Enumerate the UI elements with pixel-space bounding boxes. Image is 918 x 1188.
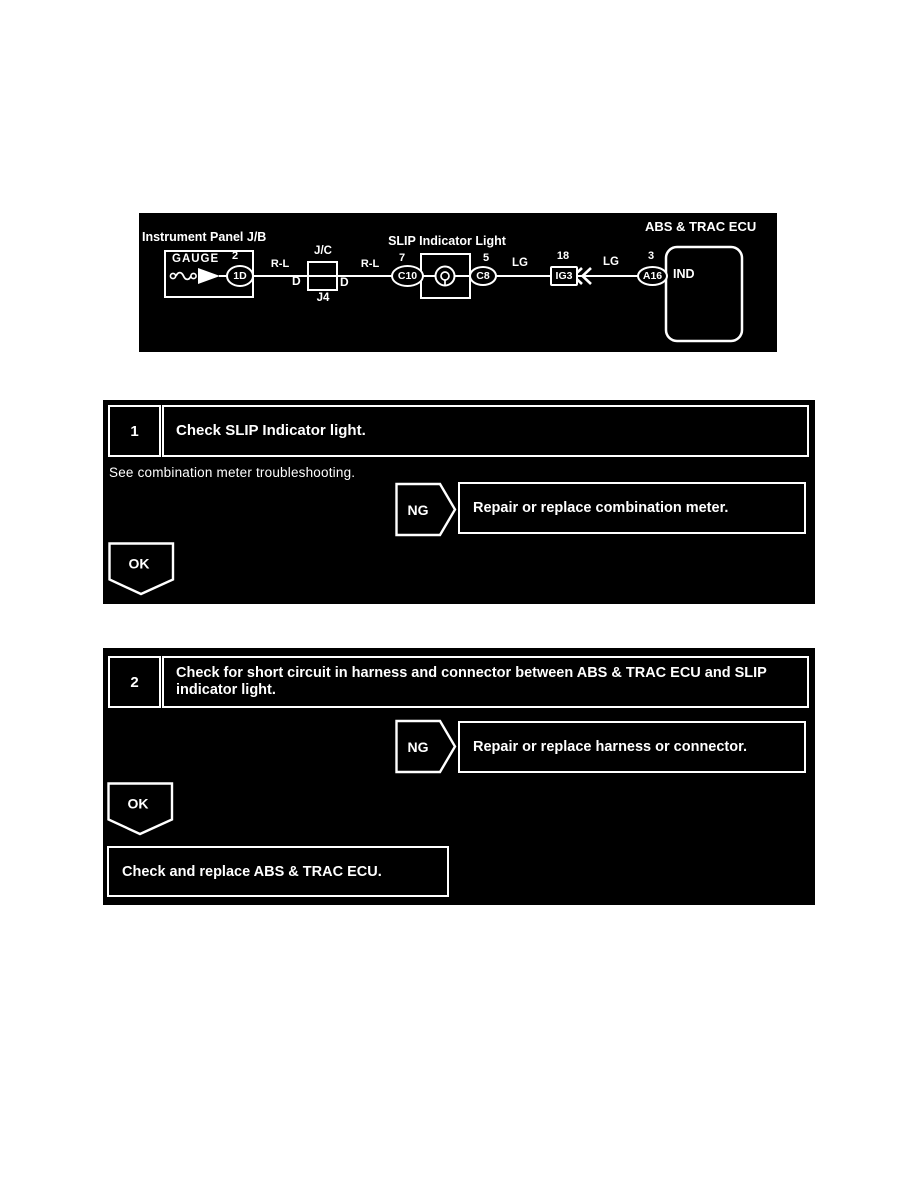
step2-final-action: Check and replace ABS & TRAC ECU. <box>107 846 449 897</box>
step1-header <box>108 405 809 457</box>
step2-ng-action: Repair or replace harness or connector. <box>458 721 806 773</box>
wire-color-label: R-L <box>360 258 380 270</box>
wiring-diagram-panel <box>139 213 777 352</box>
ng-arrow <box>395 482 457 537</box>
step2-title: Check for short circuit in harness and connector between ABS & TRAC ECU and SLIP indicator light. <box>162 656 809 708</box>
wire-arrow-icon <box>198 268 220 284</box>
wire-color-label: LG <box>512 257 528 269</box>
ig3-pin-number: 18 <box>556 250 570 262</box>
connector-1d: 1D <box>226 265 254 287</box>
ecu-pin-number: 3 <box>647 250 655 262</box>
slip-light-label: SLIP Indicator Light <box>388 234 506 248</box>
connector-c10: C10 <box>391 265 424 287</box>
gauge-label: GAUGE <box>172 253 220 265</box>
ok-label: OK <box>127 795 149 812</box>
ng-arrow <box>395 719 457 774</box>
connector-a16: A16 <box>637 266 668 286</box>
bulb-pin-right-number: 5 <box>482 252 490 264</box>
ecu-box <box>666 247 742 341</box>
ok-label: OK <box>128 555 150 572</box>
step1-number: 1 <box>108 405 161 457</box>
ok-arrow <box>108 542 175 596</box>
wire-color-label: R-L <box>270 258 290 270</box>
step2-number: 2 <box>108 656 161 708</box>
connector-ig3: IG3 <box>550 266 578 286</box>
ok-arrow <box>107 782 174 836</box>
ng-label: NG <box>407 502 429 518</box>
step2-header <box>108 656 809 708</box>
bulb-pin-left-number: 7 <box>398 252 406 264</box>
jc-name-label: J4 <box>316 292 330 304</box>
junction-connector-label: J/C <box>314 245 332 257</box>
step1-title: Check SLIP Indicator light. <box>162 405 809 457</box>
jc-pin-left-label: D <box>292 274 301 288</box>
step1-note: See combination meter troubleshooting. <box>109 465 356 480</box>
ecu-terminal-label: IND <box>673 267 695 281</box>
ng-label: NG <box>407 739 429 755</box>
troubleshooting-step-2 <box>103 648 815 905</box>
jc-pin-right-label: D <box>340 275 349 289</box>
fuse-icon <box>170 273 175 278</box>
troubleshooting-step-1 <box>103 400 815 604</box>
ecu-label: ABS & TRAC ECU <box>645 219 757 234</box>
step1-ng-action: Repair or replace combination meter. <box>458 482 806 534</box>
connector-c8: C8 <box>469 266 497 286</box>
instrument-panel-label: Instrument Panel J/B <box>142 230 267 244</box>
gauge-pin-number: 2 <box>232 250 239 262</box>
wire-color-label: LG <box>603 256 619 268</box>
